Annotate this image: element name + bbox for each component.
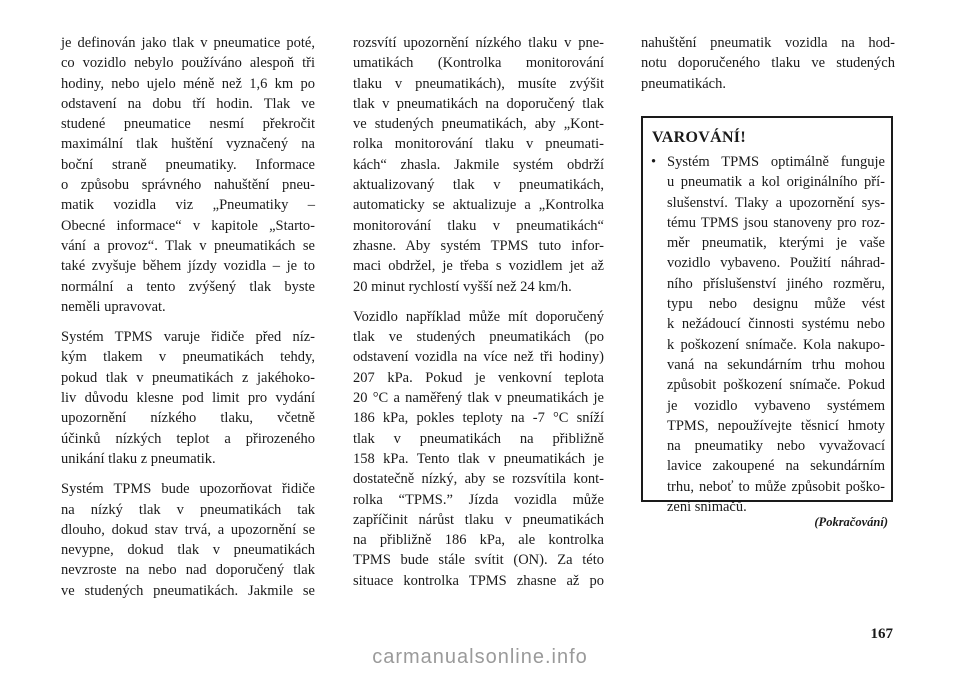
text-line: 20 minut rychlostí vyšší než 24 km/h. [353, 278, 572, 295]
text-line: neměli upravovat. [61, 298, 166, 315]
paragraph [353, 33, 604, 297]
warning-text: měr pneumatik, kterými je vaše [667, 235, 885, 252]
warning-text-line [651, 193, 885, 213]
warning-text-line [651, 294, 885, 314]
text-line: dostatečně nízký, aby se rozsvítila kont- [353, 471, 604, 488]
warning-text: k nežádoucí činnosti systému nebo [667, 316, 885, 333]
text-line: dlouho, dokud stav trvá, a upozornění se [61, 521, 315, 538]
text-line: pneumatikách. [641, 75, 726, 92]
warning-text: k poškození snímače. Kola nakupo- [667, 336, 885, 353]
warning-text: TPMS, nepoužívejte těsnicí hmoty [667, 417, 885, 434]
page-number: 167 [870, 626, 893, 642]
text-line: odstavení na dobu tří hodin. Tlak ve [61, 95, 315, 112]
text-line: co vozidlo nebylo používáno alespoň tři [61, 55, 315, 72]
warning-text-line [651, 274, 885, 294]
text-line: zapříčinit nárůst tlaku v pneumatikách [353, 511, 604, 528]
text-line: boční straně pneumatiky. Informace [61, 156, 315, 173]
warning-text: slušenství. Tlaky a upozornění sys- [667, 194, 885, 211]
bullet-icon: • [651, 154, 657, 170]
warning-text-line [651, 335, 885, 355]
warning-text: typu nebo designu může vést [667, 296, 885, 313]
column-right [641, 33, 895, 94]
text-line: pokud tlak v pneumatikách z jakéhoko- [61, 369, 315, 386]
warning-text-line [651, 396, 885, 416]
warning-text: vozidlo vybaveno. Použití náhrad- [667, 255, 885, 272]
watermark: carmanualsonline.info [372, 646, 588, 668]
text-line: Vozidlo například může mít doporučený [353, 308, 604, 325]
warning-text: Systém TPMS optimálně funguje [667, 154, 885, 170]
text-line: studené pneumatice nesmí překročit [61, 116, 315, 133]
paragraph [61, 33, 315, 317]
paragraph-gap [353, 297, 604, 307]
text-line: maximální tlak huštění vyznačený na [61, 136, 315, 153]
warning-text: trhu, neboť to může způsobit poško- [667, 478, 885, 495]
text-line: automaticky se aktualizuje a „Kontrolka [353, 197, 604, 214]
column-middle [353, 33, 604, 591]
warning-title: VAROVÁNÍ! [652, 129, 746, 146]
text-line: upozornění nízkého tlaku, včetně [61, 410, 315, 427]
warning-text-line [651, 477, 885, 497]
warning-text-line [651, 416, 885, 436]
text-line: účinků nízkých teplot a přirozeného [61, 430, 315, 447]
text-line: kým tlakem v pneumatikách tehdy, [61, 349, 315, 366]
text-line: odstavení vozidla na více než tři hodiny) [353, 349, 604, 366]
text-line: tlak v pneumatikách na přibližně [353, 430, 604, 447]
warning-text-line [651, 314, 885, 334]
text-line: rolka monitorování tlaku v pneumati- [353, 136, 604, 153]
text-line: na nízký tlak v pneumatikách tak [61, 501, 315, 518]
warning-box [641, 116, 893, 516]
text-line: notu doporučeného tlaku ve studených [641, 55, 895, 72]
text-line: kách“ zhasla. Jakmile systém obdrží [353, 156, 604, 173]
text-line: ve studených pneumatikách, aby „Kont- [353, 116, 604, 133]
text-line: vání a provoz“. Tlak v pneumatikách se [61, 237, 315, 254]
text-line: tlak ve studených pneumatikách (po [353, 329, 604, 346]
warning-text: zení snímačů. [667, 499, 747, 516]
text-line: na přibližně 186 kPa, ale kontrolka [353, 532, 604, 549]
text-line: nevypne, dokud tlak v pneumatikách [61, 542, 315, 559]
text-line: aktualizovaný tlak v pneumatikách, [353, 177, 604, 194]
text-line: 158 kPa. Tento tlak v pneumatikách je [353, 450, 604, 467]
paragraph [641, 33, 895, 94]
text-line: matik vozidla viz „Pneumatiky – [61, 197, 315, 214]
warning-bullet-line [651, 152, 885, 172]
text-line: unikání tlaku z pneumatik. [61, 450, 216, 467]
text-line: o způsobu správného nahuštění pneu- [61, 177, 315, 194]
text-line: normální a tento zvýšený tlak byste [61, 278, 315, 295]
text-line: je definován jako tlak v pneumatice poté, [61, 35, 315, 51]
warning-text-line [651, 355, 885, 375]
warning-text-line [651, 436, 885, 456]
paragraph [353, 307, 604, 591]
text-line: 20 °C a naměřený tlak v pneumatikách je [353, 390, 604, 407]
text-line: rolka “TPMS.” Jízda vozidla může [353, 491, 604, 508]
warning-text: tému TPMS jsou stanoveny pro roz- [667, 214, 885, 231]
text-line: situace kontrolka TPMS zhasne až po [353, 572, 604, 589]
warning-text-line [651, 456, 885, 476]
text-line: nahuštění pneumatik vozidla na hod- [641, 35, 895, 51]
warning-text-line [651, 253, 885, 273]
text-line: rozsvítí upozornění nízkého tlaku v pne- [353, 35, 604, 51]
text-line: maci obdržel, je třeba s vozidlem jet až [353, 258, 604, 275]
paragraph-gap [61, 469, 315, 479]
text-line: hodiny, nebo ujelo méně než 1,6 km po [61, 75, 315, 92]
warning-text: lavice zakoupené na sekundárním [667, 458, 885, 475]
text-line: zhasne. Aby systém TPMS tuto infor- [353, 237, 604, 254]
text-line: Systém TPMS bude upozorňovat řidiče [61, 481, 315, 498]
text-line: TPMS bude stále svítit (ON). Za této [353, 552, 604, 569]
text-line: nevzroste na nebo nad doporučený tlak [61, 562, 315, 579]
warning-text: vaná na sekundárním trhu mohou [667, 356, 885, 373]
warning-text-line [651, 375, 885, 395]
text-line: monitorování tlaku v pneumatikách“ [353, 217, 604, 234]
warning-text: způsobit poškození snímače. Pokud [667, 377, 885, 394]
warning-text: na pneumatiky nebo vyvažovací [667, 438, 885, 455]
paragraph [61, 327, 315, 469]
text-line: Systém TPMS varuje řidiče před níz- [61, 329, 315, 346]
warning-text-line [651, 172, 885, 192]
text-line: Obecné informace“ v kapitole „Starto- [61, 217, 315, 234]
text-line: tlak v pneumatikách na doporučený tlak [353, 95, 604, 112]
text-line: také zvyšuje během jízdy vozidla – je to [61, 258, 315, 275]
warning-text: u pneumatik a kol originálního pří- [667, 174, 885, 191]
text-line: tlaku v pneumatikách), musíte zvýšit [353, 75, 604, 92]
text-line: liv důvodu klesne pod limit pro vydání [61, 390, 315, 407]
paragraph-gap [61, 317, 315, 327]
column-left [61, 33, 315, 601]
text-line: 207 kPa. Pokud je venkovní teplota [353, 369, 604, 386]
warning-text-line [651, 233, 885, 253]
warning-text-line [651, 213, 885, 233]
text-line: ve studených pneumatikách. Jakmile se [61, 582, 315, 599]
text-line: umatikách (Kontrolka monitorování [353, 55, 604, 72]
text-line: 186 kPa, pokles teploty na -7 °C sníží [353, 410, 604, 427]
warning-body [651, 152, 885, 517]
warning-text: je vozidlo vybaveno systémem [667, 397, 885, 414]
paragraph [61, 479, 315, 601]
warning-text: ního příslušenství jiného rozměru, [667, 275, 885, 292]
continued-label: (Pokračování) [814, 515, 888, 529]
